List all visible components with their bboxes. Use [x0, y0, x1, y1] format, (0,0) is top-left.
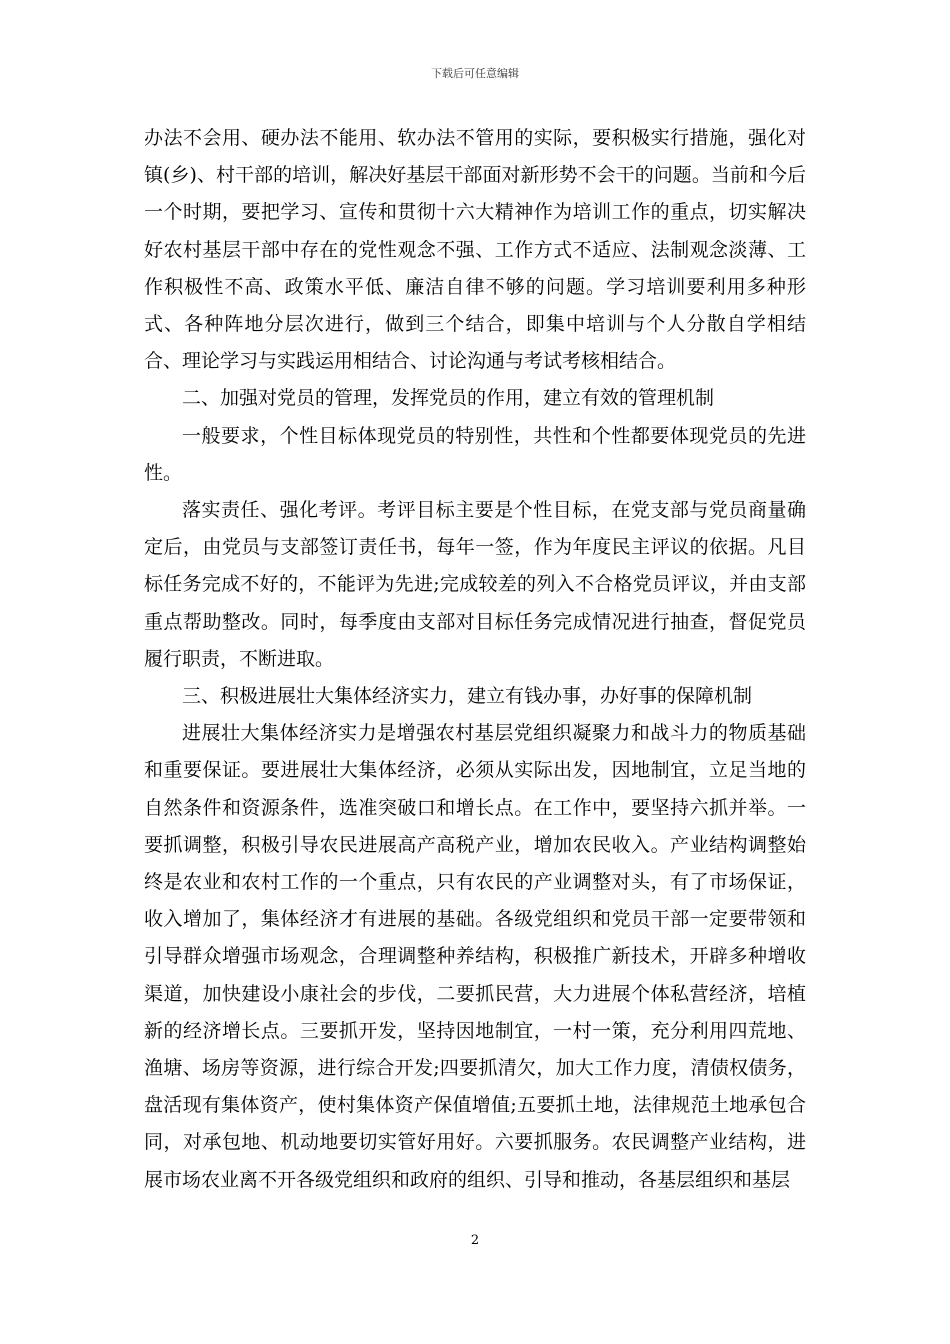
document-body: [144, 120, 806, 1199]
page-number: 2: [470, 1233, 480, 1248]
paragraph-general-requirements: 一般要求，个性目标体现党员的特别性，共性和个性都要体现党员的先进性。: [144, 424, 806, 484]
paragraph-collective-economy: 进展壮大集体经济实力是增强农村基层党组织凝聚力和战斗力的物质基础和重要保证。要进展壮大集体经济，必须从实际出发，因地制宜，立足当地的自然条件和资源条件，选准突破口和增长点。在工作中，要坚持六抓并举。一要抓调整，积极引导农民进展高产高税产业，增加农民收入。产业结构调整始终是农业和农村工作的一个重点，只有农民的产业调整对头，有了市场保证，收入增加了，集体经济才有进展的基础。各级党组织和党员干部一定要带领和引导群众增强市场观念，合理调整种养结构，积极推广新技术，开辟多种增收渠道，加快建设小康社会的步伐，二要抓民营，大力进展个体私营经济，培植新的经济增长点。三要抓开发，坚持因地制宜，一村一策，充分利用四荒地、渔塘、场房等资源，进行综合开发;四要抓清欠，加大工作力度，清债权债务，盘活现有集体资产，使村集体资产保值增值;五要抓土地，法律规范土地承包合同，对承包地、机动地要切实管好用好。六要抓服务。农民调整产业结构，进展市场农业离不开各级党组织和政府的组织、引导和推动，各基层组织和基层: [144, 722, 806, 1191]
paragraph-responsibility: 落实责任、强化考评。考评目标主要是个性目标，在党支部与党员商量确定后，由党员与支部签订责任书，每年一签，作为年度民主评议的依据。凡目标任务完成不好的，不能评为先进;完成较差的列入不合格党员评议，并由支部重点帮助整改。同时，每季度由支部对目标任务完成情况进行抽查，督促党员履行职责，不断进取。: [144, 499, 806, 670]
page-header: 下载后可任意编辑: [431, 67, 519, 80]
paragraph-1: 办法不会用、硬办法不能用、软办法不管用的实际，要积极实行措施，强化对镇(乡)、村干部的培训，解决好基层干部面对新形势不会干的问题。当前和今后一个时期，要把学习、宣传和贯彻十六大精神作为培训工作的重点，切实解决好农村基层干部中存在的党性观念不强、工作方式不适应、法制观念淡薄、工作积极性不高、政策水平低、廉洁自律不够的问题。学习培训要利用多种形式、各种阵地分层次进行，做到三个结合，即集中培训与个人分散自学相结合、理论学习与实践运用相结合、讨论沟通与考试考核相结合。: [144, 127, 806, 373]
section-heading-2: 二、加强对党员的管理，发挥党员的作用，建立有效的管理机制: [182, 387, 715, 410]
section-heading-3: 三、积极进展壮大集体经济实力，建立有钱办事，办好事的保障机制: [182, 685, 753, 708]
